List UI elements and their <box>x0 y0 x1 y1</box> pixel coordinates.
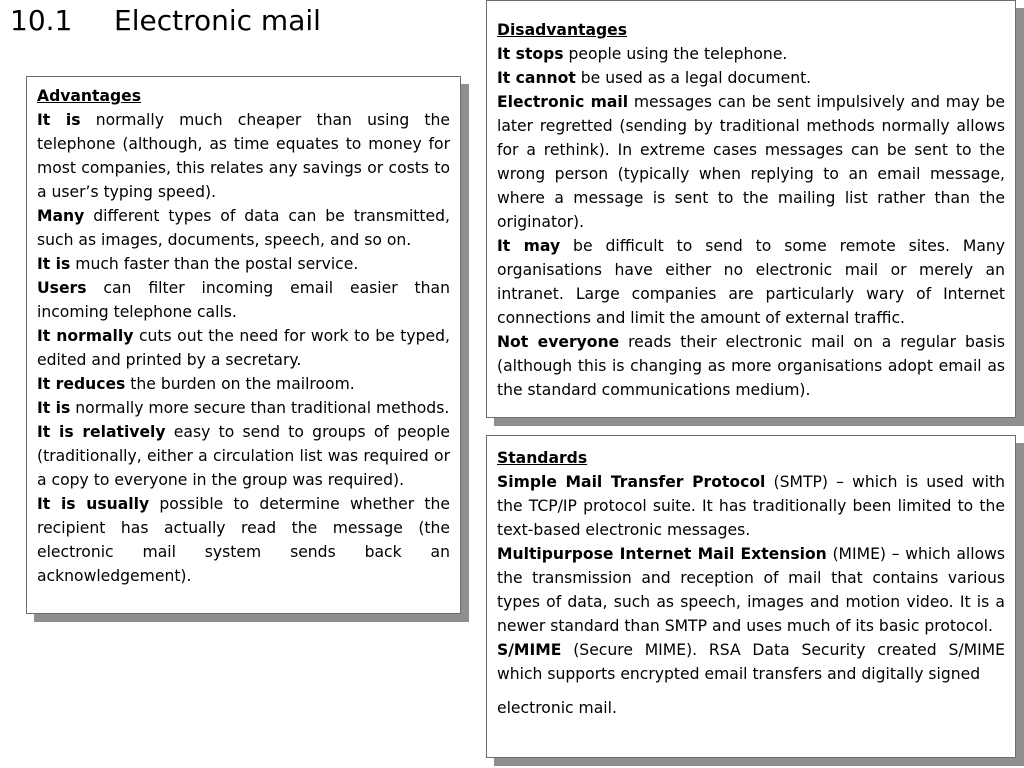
item-lead: It cannot <box>497 69 576 87</box>
item-lead: It is <box>37 255 71 273</box>
item-text: normally more secure than traditional methods. <box>70 399 450 417</box>
item-text: (Secure MIME). RSA Data Security created S/MIME which supports encrypted email transfers and digitally signed <box>497 641 1005 683</box>
item-lead: Electronic mail <box>497 93 629 111</box>
item-lead: It is <box>37 399 71 417</box>
slide-title <box>10 4 321 37</box>
item-text: people using the telephone. <box>563 45 788 63</box>
item-text: be difficult to send to some remote sites. Many organisations have either no electronic mail or merely an intranet. Large companies are particularly wary of Internet connections and limit the amount of external traffic. <box>497 237 1005 327</box>
standard-item-tail: electronic mail. <box>497 699 617 717</box>
item-text: the burden on the mailroom. <box>125 375 355 393</box>
standard-item <box>497 470 1005 542</box>
advantage-item <box>37 372 450 396</box>
standard-item <box>497 542 1005 638</box>
item-lead: Many <box>37 207 85 225</box>
disadvantage-item <box>497 42 1005 66</box>
item-text: possible to determine whether the recipient has actually read the message (the electronic mail system sends back an acknowledgement). <box>37 495 450 585</box>
item-lead: Users <box>37 279 87 297</box>
item-text: easy to send to groups of people (traditionally, either a circulation list was required or a copy to everyone in the group was required). <box>37 423 450 489</box>
advantage-item <box>37 252 450 276</box>
item-lead: It stops <box>497 45 564 63</box>
item-lead: It reduces <box>37 375 126 393</box>
advantage-item <box>37 324 450 372</box>
item-lead: Not everyone <box>497 333 620 351</box>
item-lead: It may <box>497 237 561 255</box>
item-text: different types of data can be transmitted, such as images, documents, speech, and so on. <box>37 207 450 249</box>
disadvantage-item <box>497 90 1005 234</box>
disadvantage-item <box>497 330 1005 402</box>
section-number: 10.1 <box>10 4 73 37</box>
standard-item <box>497 638 1005 686</box>
disadvantage-item <box>497 66 1005 90</box>
advantages-heading: Advantages <box>37 87 142 105</box>
item-text: cuts out the need for work to be typed, edited and printed by a secretary. <box>37 327 450 369</box>
item-text: reads their electronic mail on a regular basis (although this is changing as more organisations adopt email as the standard communications medium). <box>497 333 1005 399</box>
item-lead: It is <box>37 111 81 129</box>
item-text: normally much cheaper than using the telephone (although, as time equates to money for most companies, this relates any savings or costs to a user’s typing speed). <box>37 111 451 201</box>
standards-heading: Standards <box>497 449 588 467</box>
item-text: much faster than the postal service. <box>70 255 359 273</box>
item-text: can filter incoming email easier than incoming telephone calls. <box>37 279 450 321</box>
item-text: (MIME) – which allows the transmission and reception of mail that contains various types of data, such as speech, images and motion video. It is a newer standard than SMTP and uses much of its basic protocol. <box>497 545 1005 635</box>
advantage-item <box>37 108 450 204</box>
item-text: be used as a legal document. <box>575 69 812 87</box>
item-lead: It normally <box>37 327 134 345</box>
advantage-item <box>37 492 450 588</box>
advantage-item <box>37 204 450 252</box>
item-lead: It is usually <box>37 495 150 513</box>
item-lead: S/MIME <box>497 641 562 659</box>
advantage-item <box>37 276 450 324</box>
disadvantages-panel <box>486 0 1016 418</box>
item-lead: It is relatively <box>37 423 166 441</box>
item-text: (SMTP) – which is used with the TCP/IP protocol suite. It has traditionally been limited to the text-based electronic messages. <box>497 473 1006 539</box>
item-text: messages can be sent impulsively and may be later regretted (sending by traditional methods normally allows for a rethink). In extreme cases messages can be sent to the wrong person (typically when replying to an email message, where a message is sent to the mailing list rather than the originator). <box>497 93 1005 231</box>
advantages-panel <box>26 76 461 614</box>
advantage-item <box>37 420 450 492</box>
standards-panel <box>486 435 1016 758</box>
item-lead: Simple Mail Transfer Protocol <box>497 473 766 491</box>
title-text: Electronic mail <box>114 4 321 37</box>
disadvantages-heading: Disadvantages <box>497 21 628 39</box>
disadvantage-item <box>497 234 1005 330</box>
advantage-item <box>37 396 450 420</box>
item-lead: Multipurpose Internet Mail Extension <box>497 545 827 563</box>
